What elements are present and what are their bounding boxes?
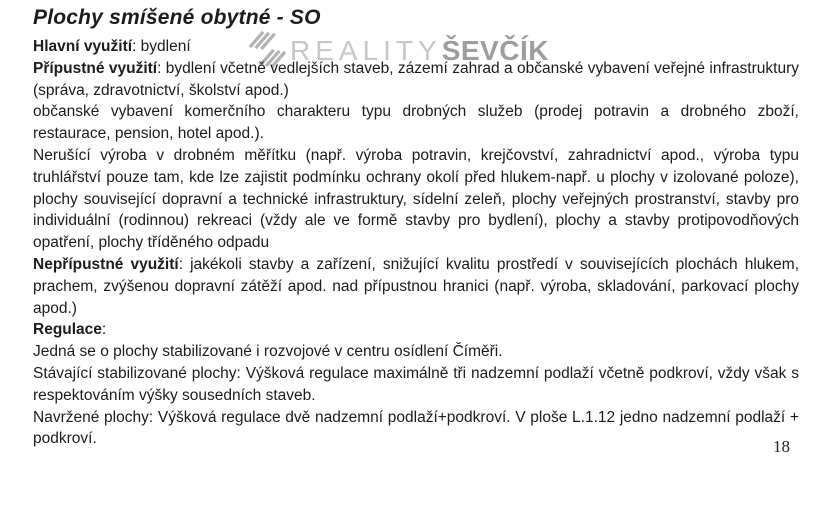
paragraph-label: Přípustné využití xyxy=(33,59,158,77)
page-number: 18 xyxy=(773,437,790,456)
paragraph-text: : bydlení xyxy=(132,38,191,55)
document-body xyxy=(33,36,799,450)
paragraph-regulation-heading xyxy=(33,319,799,341)
page-title: Plochy smíšené obytné - SO xyxy=(33,6,321,29)
paragraph-label: Hlavní využití xyxy=(33,38,133,55)
watermark-brand-reality: REALITY xyxy=(290,35,442,66)
paragraph-regulation-intro xyxy=(33,341,799,363)
watermark-brand-sevcik: ŠEVČÍK xyxy=(441,35,549,66)
paragraph-commercial-facilities xyxy=(33,101,799,145)
paragraph-small-production xyxy=(33,145,799,254)
paragraph-text: : xyxy=(101,321,107,339)
paragraph-text: Navržené plochy: Výšková regulace dvě nadzemní podlaží+podkroví. V ploše L.1.12 jedno nadzemní podlaží + podkroví. xyxy=(33,408,799,448)
paragraph-label: Nepřípustné využití xyxy=(33,255,179,273)
paragraph-main-use xyxy=(33,36,799,58)
paragraph-label: Regulace xyxy=(33,321,102,339)
paragraph-text: Nerušící výroba v drobném měřítku (např. výroba potravin, krejčovství, zahradnictví apod., výroba typu truhlářství pouze tam, kde lze zajistit podmínku ochrany okolí před hlukem-např. u plochy v izolované poloze), plochy související dopravní a technické infrastruktury, sídelní zeleň, plochy veřejných prostranství, stavby pro individuální (rodinnou) rekreaci (vždy ale ve formě stavby pro bydlení), plochy a stavby protipovodňových opatření, plochy tříděného odpadu xyxy=(33,146,799,252)
paragraph-stabilized-areas xyxy=(33,363,799,407)
paragraph-text: Jedná se o plochy stabilizované i rozvojové v centru osídlení Číměři. xyxy=(33,343,503,361)
paragraph-text: : bydlení včetně vedlejších staveb, zázemí zahrad a občanské vybavení veřejné infrastruktury (správa, zdravotnictví, školství apod.) xyxy=(33,59,799,99)
paragraph-text: Stávající stabilizované plochy: Výšková regulace maximálně tři nadzemní podlaží včetně podkroví, vždy však s respektováním výšky sousedních staveb. xyxy=(33,364,799,404)
paragraph-proposed-areas xyxy=(33,407,799,451)
paragraph-text: občanské vybavení komerčního charakteru typu drobných služeb (prodej potravin a drobného zboží, restaurace, pension, hotel apod.). xyxy=(33,103,799,143)
paragraph-text: : jakékoli stavby a zařízení, snižující kvalitu prostředí v souvisejících plochách hlukem, prachem, zvýšenou dopravní zátěží apod. nad přípustnou hranici (např. výroba, skladování, parkovací plochy apod.) xyxy=(33,255,800,317)
paragraph-impermissible-use xyxy=(33,254,799,319)
paragraph-permitted-use xyxy=(33,58,799,102)
